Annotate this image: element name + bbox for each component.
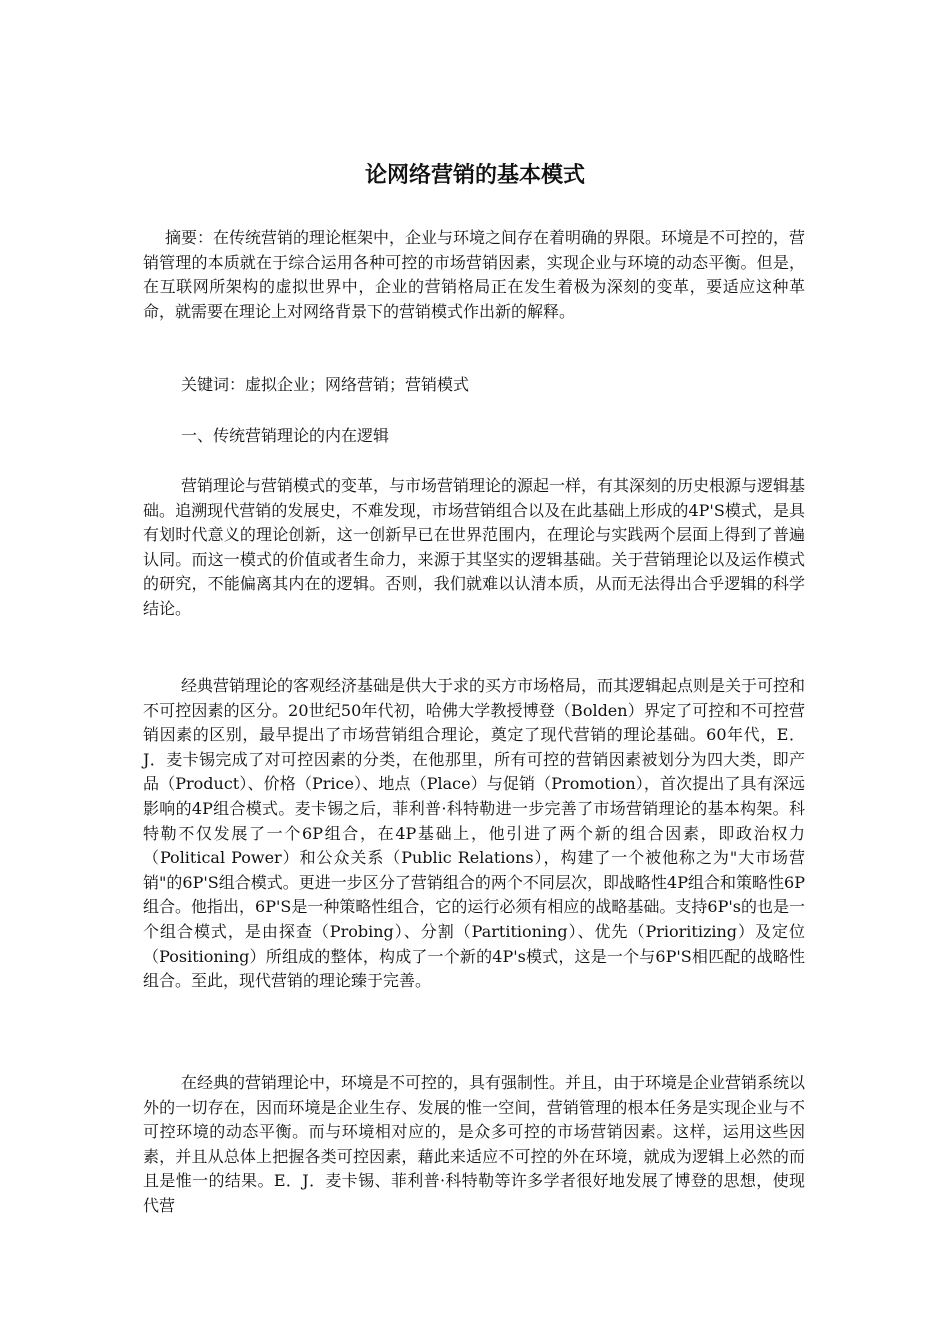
body-paragraph: 经典营销理论的客观经济基础是供大于求的买方市场格局，而其逻辑起点则是关于可控和不可控因素的区分。20世纪50年代初，哈佛大学教授博登（Bolden）界定了可控和不可控营销因素的区别，最早提出了市场营销组合理论，奠定了现代营销的理论基础。60年代，E．J．麦卡锡完成了对可控因素的分类，在他那里，所有可控的营销因素被划分为四大类，即产品（Product）、价格（Price）、地点（Place）与促销（Promotion），首次提出了具有深远影响的4P组合模式。麦卡锡之后，菲利普·科特勒进一步完善了市场营销理论的基本构架。科特勒不仅发展了一个6P组合，在4P基础上，他引进了两个新的组合因素，即政治权力（Political Power）和公众关系（Public Relations），构建了一个被他称之为"大市场营销"的6P'S组合模式。更进一步区分了营销组合的两个不同层次，即战略性4P组合和策略性6P组合。他指出，6P'S是一种策略性组合，它的运行必须有相应的战略基础。支持6P's的也是一个组合模式，是由探查（Probing）、分割（Partitioning）、优先（Prioritizing）及定位（Positioning）所组成的整体，构成了一个新的4P's模式，这是一个与6P'S相匹配的战略性组合。至此，现代营销的理论臻于完善。	[143, 676, 806, 991]
document-title: 论网络营销的基本模式	[364, 162, 585, 188]
body-paragraph: 营销理论与营销模式的变革，与市场营销理论的源起一样，有其深刻的历史根源与逻辑基础。追溯现代营销的发展史，不难发现，市场营销组合以及在此基础上形成的4P'S模式，是具有划时代意义的理论创新，这一创新早已在世界范围内，在理论与实践两个层面上得到了普遍认同。而这一模式的价值或者生命力，来源于其坚实的逻辑基础。关于营销理论以及运作模式的研究，不能偏离其内在的逻辑。否则，我们就难以认清本质，从而无法得出合乎逻辑的科学结论。	[143, 476, 806, 618]
abstract-paragraph: 摘要：在传统营销的理论框架中，企业与环境之间存在着明确的界限。环境是不可控的，营销管理的本质就在于综合运用各种可控的市场营销因素，实现企业与环境的动态平衡。但是，在互联网所架构的虚拟世界中，企业的营销格局正在发生着极为深刻的变革，要适应这种革命，就需要在理论上对网络背景下的营销模式作出新的解释。	[143, 228, 806, 321]
keywords-line: 关键词：虚拟企业；网络营销；营销模式	[181, 375, 470, 394]
section-heading: 一、传统营销理论的内在逻辑	[181, 426, 390, 445]
body-paragraph: 在经典的营销理论中，环境是不可控的，具有强制性。并且，由于环境是企业营销系统以外的一切存在，因而环境是企业生存、发展的惟一空间，营销管理的根本任务是实现企业与不可控环境的动态平衡。而与环境相对应的，是众多可控的市场营销因素。这样，运用这些因素，并且从总体上把握各类可控因素，藉此来适应不可控的外在环境，就成为逻辑上必然的而且是惟一的结果。E．J．麦卡锡、菲利普·科特勒等许多学者很好地发展了博登的思想，使现代营	[143, 1073, 806, 1215]
